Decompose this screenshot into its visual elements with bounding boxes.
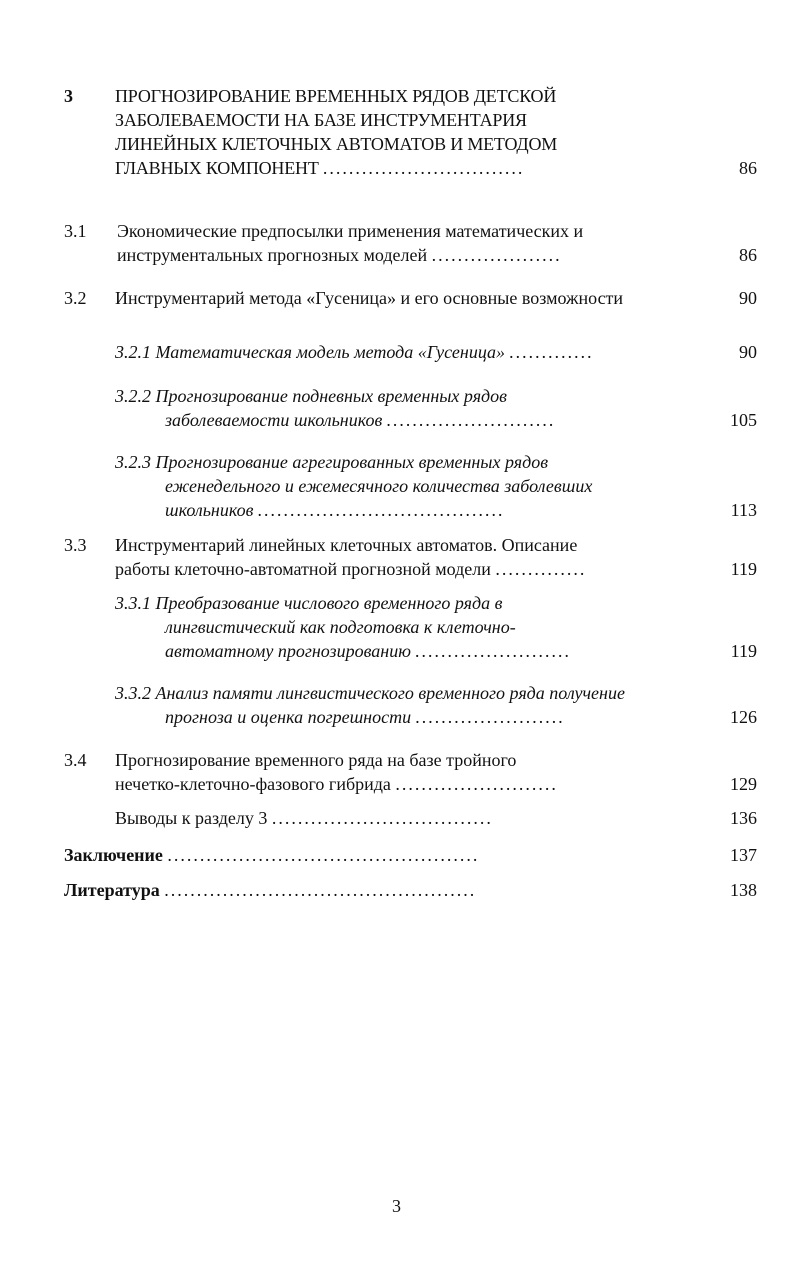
entry-title-line: Математическая модель метода «Гусеница» <box>155 342 506 362</box>
entry-number: 3.2 <box>64 288 87 308</box>
toc-entry-conclusions-3 <box>0 806 793 832</box>
entry-title-line: заболеваемости школьников <box>165 410 383 430</box>
toc-entry-3-4 <box>0 748 793 798</box>
leader-dots: .............. <box>495 559 587 579</box>
entry-title-line: ПРОГНОЗИРОВАНИЕ ВРЕМЕННЫХ РЯДОВ ДЕТСКОЙ <box>115 86 557 106</box>
entry-page: 119 <box>730 559 757 579</box>
entry-page: 119 <box>730 641 757 661</box>
entry-title-line: еженедельного и ежемесячного количества заболевших <box>165 476 593 496</box>
leader-dots: ...................................... <box>257 500 505 520</box>
entry-title-line: Инструментарий линейных клеточных автоматов. Описание <box>115 535 578 555</box>
entry-number: 3.3.1 <box>115 593 151 613</box>
toc-entry-3-3-2 <box>0 681 793 731</box>
entry-number: 3.2.3 <box>115 452 151 472</box>
entry-number: 3.2.2 <box>115 386 151 406</box>
entry-page: 129 <box>730 774 757 794</box>
leader-dots: ............................... <box>322 158 525 178</box>
entry-title-line: лингвистический как подготовка к клеточно- <box>165 617 516 637</box>
leader-dots: .................... <box>431 245 562 265</box>
entry-title-line: Преобразование числового временного ряда в <box>155 593 503 613</box>
entry-number: 3 <box>64 86 73 106</box>
leader-dots: ............. <box>509 342 595 362</box>
toc-entry-chapter-3 <box>0 84 793 184</box>
entry-number: 3.2.1 <box>115 342 151 362</box>
entry-title-line: нечетко-клеточно-фазового гибрида <box>115 774 391 794</box>
page-number: 3 <box>392 1196 401 1216</box>
leader-dots: ......................... <box>395 774 558 794</box>
toc-entry-3-1 <box>0 219 793 269</box>
entry-page: 90 <box>739 288 757 308</box>
entry-title-line: Анализ памяти лингвистического временного ряда получение <box>155 683 625 703</box>
entry-title-line: ГЛАВНЫХ КОМПОНЕНТ <box>115 158 319 178</box>
entry-number: 3.4 <box>64 750 87 770</box>
leader-dots: ........................ <box>415 641 572 661</box>
entry-title-line: автоматному прогнозированию <box>165 641 411 661</box>
entry-title-line: ЗАБОЛЕВАЕМОСТИ НА БАЗЕ ИНСТРУМЕНТАРИЯ <box>115 110 527 130</box>
entry-title-line: Экономические предпосылки применения математических и <box>117 221 584 241</box>
entry-title-line: прогноза и оценка погрешности <box>165 707 412 727</box>
entry-page: 86 <box>739 158 757 178</box>
leader-dots: ................................................ <box>167 845 480 865</box>
entry-title-line: Прогнозирование временного ряда на базе тройного <box>115 750 517 770</box>
toc-entry-references <box>0 878 793 904</box>
leader-dots: ....................... <box>415 707 566 727</box>
entry-number: 3.3.2 <box>115 683 151 703</box>
entry-page: 90 <box>739 342 757 362</box>
entry-number: 3.1 <box>64 221 87 241</box>
toc-entry-3-2-1 <box>0 340 793 366</box>
toc-entry-3-3-1 <box>0 591 793 665</box>
entry-title-line: работы клеточно-автоматной прогнозной модели <box>115 559 491 579</box>
toc-entry-conclusion <box>0 843 793 869</box>
entry-page: 113 <box>730 500 757 520</box>
toc-entry-3-2-3 <box>0 450 793 524</box>
entry-title-line: Прогнозирование агрегированных временных рядов <box>155 452 549 472</box>
entry-page: 136 <box>730 808 757 828</box>
entry-title-line: Выводы к разделу 3 <box>115 808 268 828</box>
entry-page: 138 <box>730 880 757 900</box>
entry-page: 137 <box>730 845 757 865</box>
leader-dots: ................................................ <box>164 880 477 900</box>
entry-title-line: инструментальных прогнозных моделей <box>117 245 428 265</box>
toc-entry-3-2 <box>0 286 793 312</box>
entry-page: 105 <box>730 410 757 430</box>
entry-title-line: школьников <box>165 500 254 520</box>
entry-title-line: Инструментарий метода «Гусеница» и его основные возможности <box>115 288 624 308</box>
toc-entry-3-2-2 <box>0 384 793 434</box>
entry-title-line: Литература <box>64 880 160 900</box>
entry-title-line: Прогнозирование подневных временных рядов <box>155 386 507 406</box>
entry-title-line: Заключение <box>64 845 163 865</box>
leader-dots: .................................. <box>271 808 493 828</box>
entry-page: 126 <box>730 707 757 727</box>
entry-title-line: ЛИНЕЙНЫХ КЛЕТОЧНЫХ АВТОМАТОВ И МЕТОДОМ <box>115 134 558 154</box>
toc-entry-3-3 <box>0 533 793 583</box>
entry-number: 3.3 <box>64 535 87 555</box>
leader-dots: .......................... <box>386 410 556 430</box>
entry-page: 86 <box>739 245 757 265</box>
